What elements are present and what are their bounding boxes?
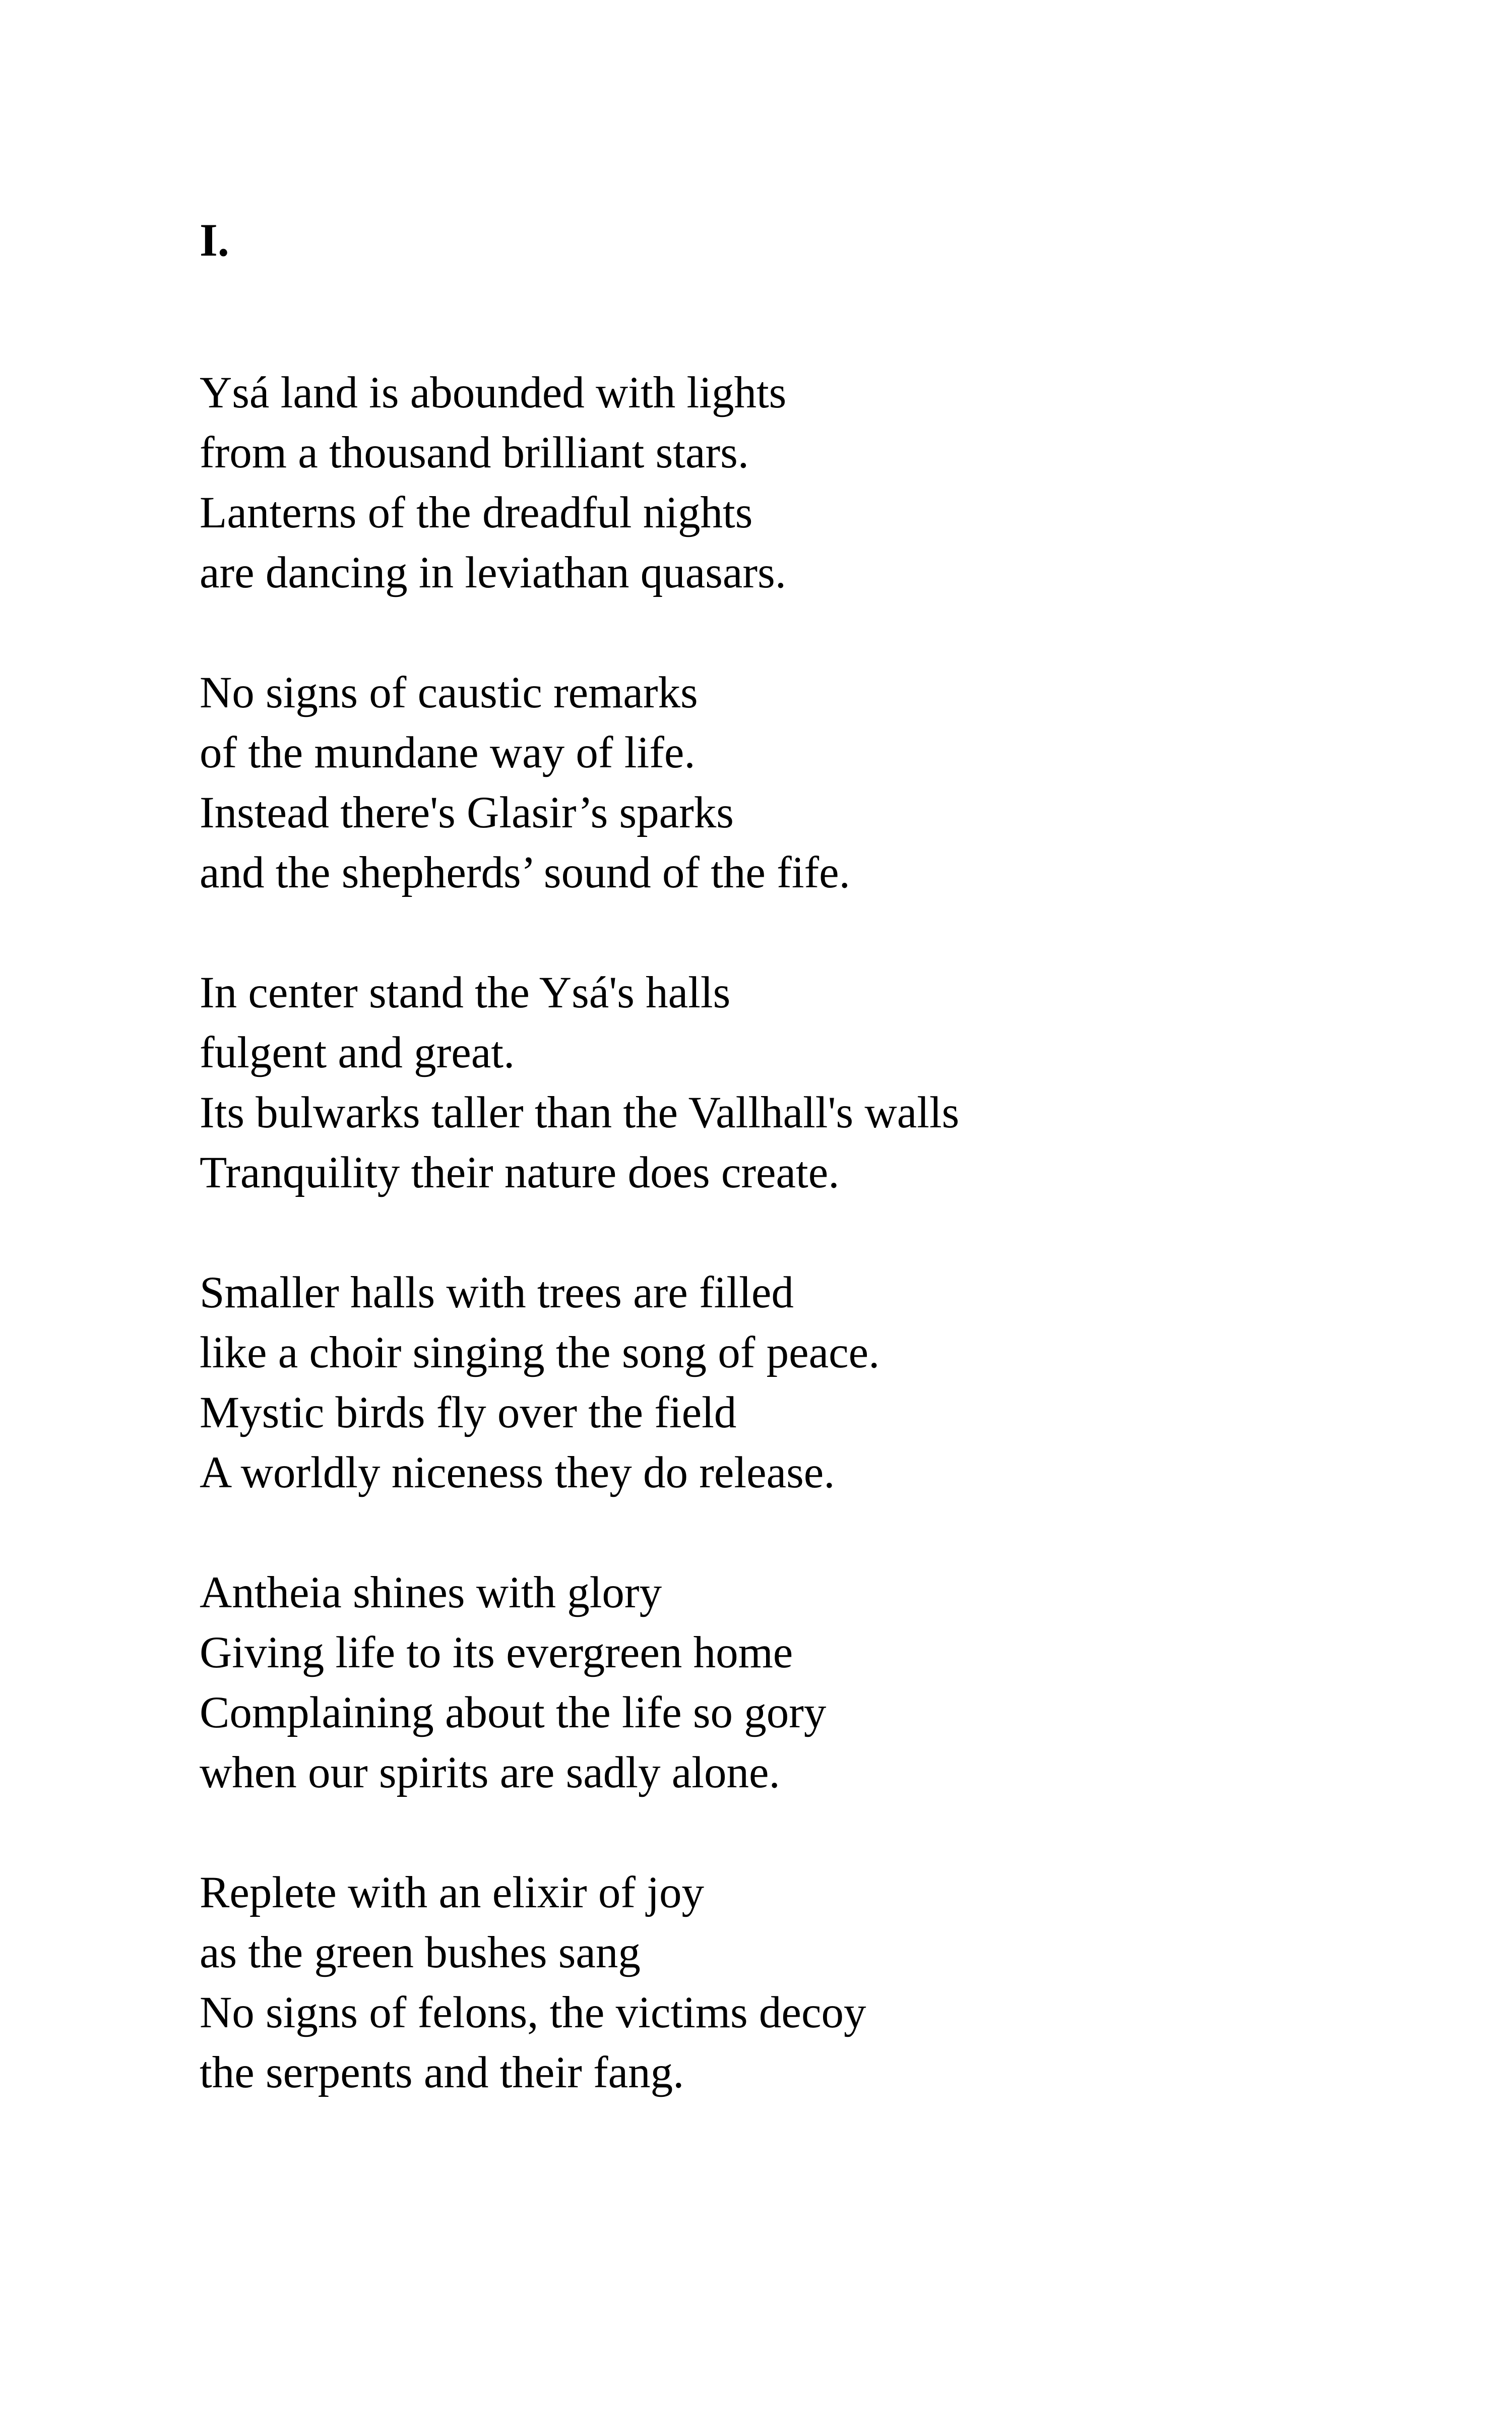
poem-line: Antheia shines with glory bbox=[200, 1568, 662, 1617]
poem-line: Replete with an elixir of joy bbox=[200, 1868, 704, 1917]
stanza-5 bbox=[200, 1563, 1409, 1803]
poem-line: like a choir singing the song of peace. bbox=[200, 1328, 880, 1377]
stanza-4 bbox=[200, 1263, 1409, 1503]
stanza-1 bbox=[200, 363, 1409, 603]
poem-line: In center stand the Ysá's halls bbox=[200, 968, 731, 1017]
poem-line: Instead there's Glasir’s sparks bbox=[200, 788, 734, 837]
stanza-2 bbox=[200, 663, 1409, 903]
poem-line: the serpents and their fang. bbox=[200, 2048, 684, 2097]
poem-line: Tranquility their nature does create. bbox=[200, 1148, 840, 1197]
poem-line: as the green bushes sang bbox=[200, 1928, 641, 1977]
poem-line: and the shepherds’ sound of the fife. bbox=[200, 848, 850, 897]
stanza-6 bbox=[200, 1863, 1409, 2103]
poem-line: Giving life to its evergreen home bbox=[200, 1628, 793, 1677]
poem-line: of the mundane way of life. bbox=[200, 728, 696, 777]
poem-line: Complaining about the life so gory bbox=[200, 1688, 827, 1737]
poem-line: No signs of caustic remarks bbox=[200, 668, 698, 717]
stanza-3 bbox=[200, 963, 1409, 1203]
poem-line: are dancing in leviathan quasars. bbox=[200, 548, 786, 597]
poem-line: Lanterns of the dreadful nights bbox=[200, 488, 753, 537]
poem-line: No signs of felons, the victims decoy bbox=[200, 1988, 866, 2037]
section-heading: I. bbox=[200, 214, 229, 266]
poem-line: A worldly niceness they do release. bbox=[200, 1448, 835, 1497]
poem-body bbox=[200, 363, 1409, 2163]
poem-line: fulgent and great. bbox=[200, 1028, 515, 1077]
poem-line: Mystic birds fly over the field bbox=[200, 1388, 737, 1437]
poem-line: when our spirits are sadly alone. bbox=[200, 1748, 780, 1797]
poem-line: Smaller halls with trees are filled bbox=[200, 1268, 794, 1317]
poem-line: Its bulwarks taller than the Vallhall's walls bbox=[200, 1088, 960, 1137]
poem-line: from a thousand brilliant stars. bbox=[200, 428, 749, 477]
poem-line: Ysá land is abounded with lights bbox=[200, 368, 787, 417]
